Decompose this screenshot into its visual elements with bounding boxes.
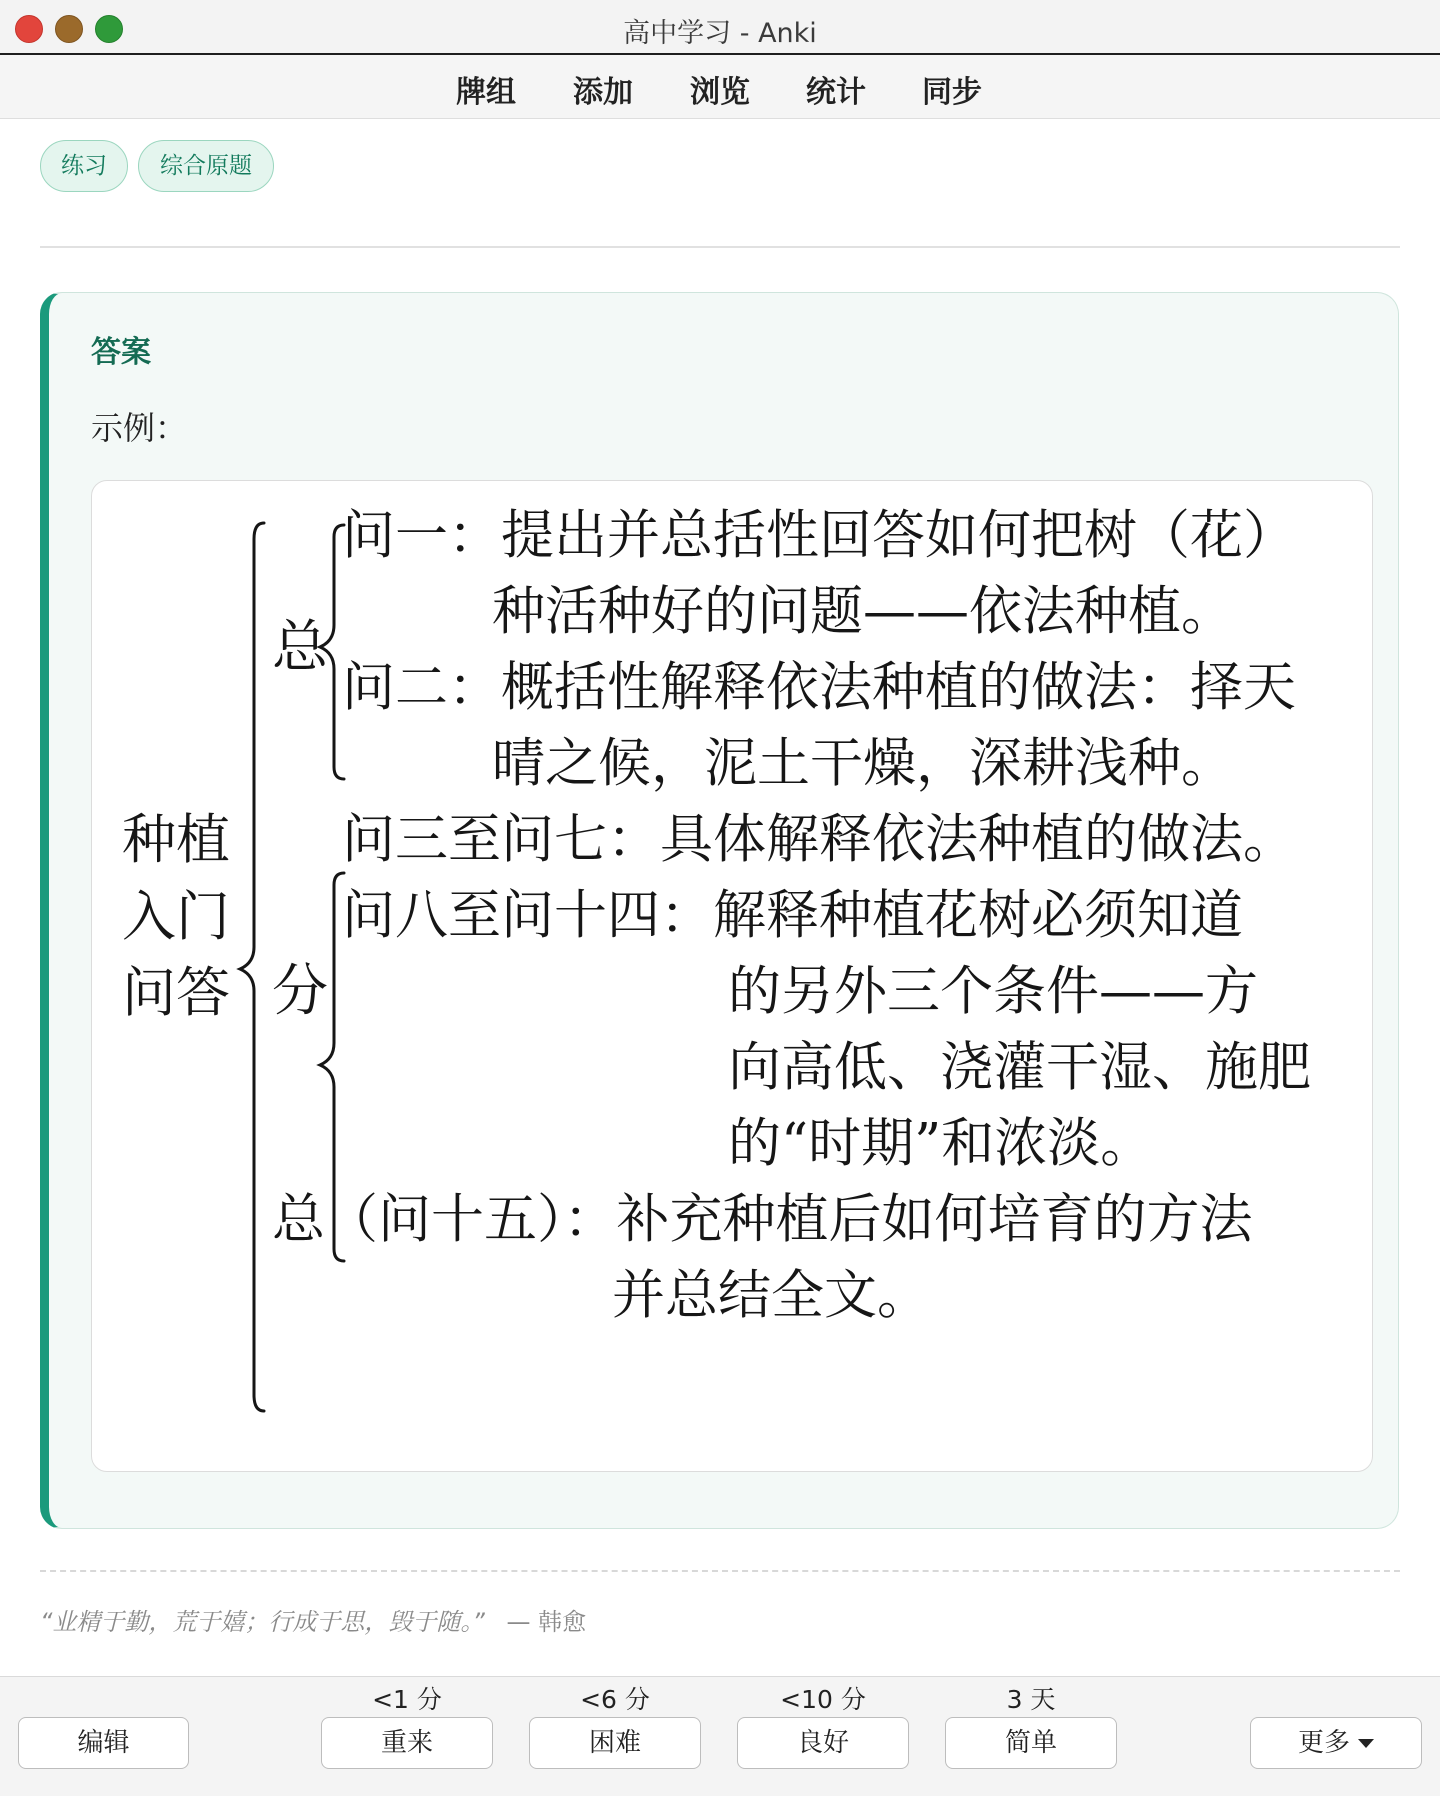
toolbar-add[interactable]: 添加 [573, 75, 633, 110]
diagram-line: 的“时期”和浓淡。 [728, 1113, 1154, 1174]
example-label: 示例： [91, 409, 188, 447]
toolbar-browse[interactable]: 浏览 [690, 75, 750, 110]
diagram-line: 向高低、浇灌干湿、施肥 [728, 1037, 1311, 1098]
diagram-root-label: 问答 [122, 961, 230, 1024]
again-button[interactable]: 重来 [321, 1717, 493, 1769]
answer-card [40, 292, 1399, 1529]
diagram-root-label: 入门 [122, 885, 230, 948]
diagram-line: 并总结全文。 [612, 1265, 930, 1326]
edit-button[interactable]: 编辑 [18, 1717, 189, 1769]
easy-interval: 3 天 [1006, 1685, 1056, 1714]
diagram-line: 晴之候，泥土干燥，深耕浅种。 [492, 733, 1234, 794]
root-brace [240, 523, 264, 1411]
main-toolbar [0, 55, 1440, 119]
structure-diagram [91, 480, 1373, 1472]
good-interval: <10 分 [780, 1685, 866, 1714]
tag-chip[interactable]: 练习 [40, 140, 128, 192]
diagram-line: 问二：概括性解释依法种植的做法：择天 [342, 657, 1296, 718]
motivational-quote [40, 1602, 586, 1637]
answer-bar [0, 1676, 1440, 1796]
window-titlebar [0, 0, 1440, 55]
caret-down-icon [1358, 1739, 1374, 1748]
again-interval: <1 分 [372, 1685, 442, 1714]
quote-author: — 韩愈 [506, 1608, 587, 1636]
diagram-line: 问一：提出并总括性回答如何把树（花） [342, 505, 1296, 566]
toolbar-stats[interactable]: 统计 [806, 75, 866, 110]
divider [40, 246, 1400, 248]
toolbar-decks[interactable]: 牌组 [456, 75, 516, 110]
diagram-section-label: 分 [272, 959, 328, 1024]
hard-interval: <6 分 [580, 1685, 650, 1714]
easy-button[interactable]: 简单 [945, 1717, 1117, 1769]
more-button[interactable] [1250, 1717, 1422, 1769]
diagram-line: 问三至问七：具体解释依法种植的做法。 [342, 809, 1296, 870]
diagram-section-label: 总 [272, 615, 328, 680]
tag-chip[interactable]: 综合原题 [138, 140, 274, 192]
window-title: 高中学习 - Anki [623, 18, 817, 49]
diagram-line: 的另外三个条件——方 [728, 961, 1258, 1022]
diagram-line: 种活种好的问题——依法种植。 [492, 581, 1234, 642]
divider [40, 1570, 1400, 1572]
diagram-line: 总（问十五）：补充种植后如何培育的方法 [272, 1189, 1253, 1250]
hard-button[interactable]: 困难 [529, 1717, 701, 1769]
quote-text: “业精于勤，荒于嬉；行成于思，毁于随。” [40, 1608, 485, 1636]
diagram-line: 问八至问十四：解释种植花树必须知道 [342, 885, 1243, 946]
good-button[interactable]: 良好 [737, 1717, 909, 1769]
diagram-root-label: 种植 [122, 808, 230, 871]
toolbar-sync[interactable]: 同步 [922, 75, 982, 110]
more-button-label: 更多 [1297, 1728, 1350, 1758]
answer-heading: 答案 [91, 335, 151, 370]
